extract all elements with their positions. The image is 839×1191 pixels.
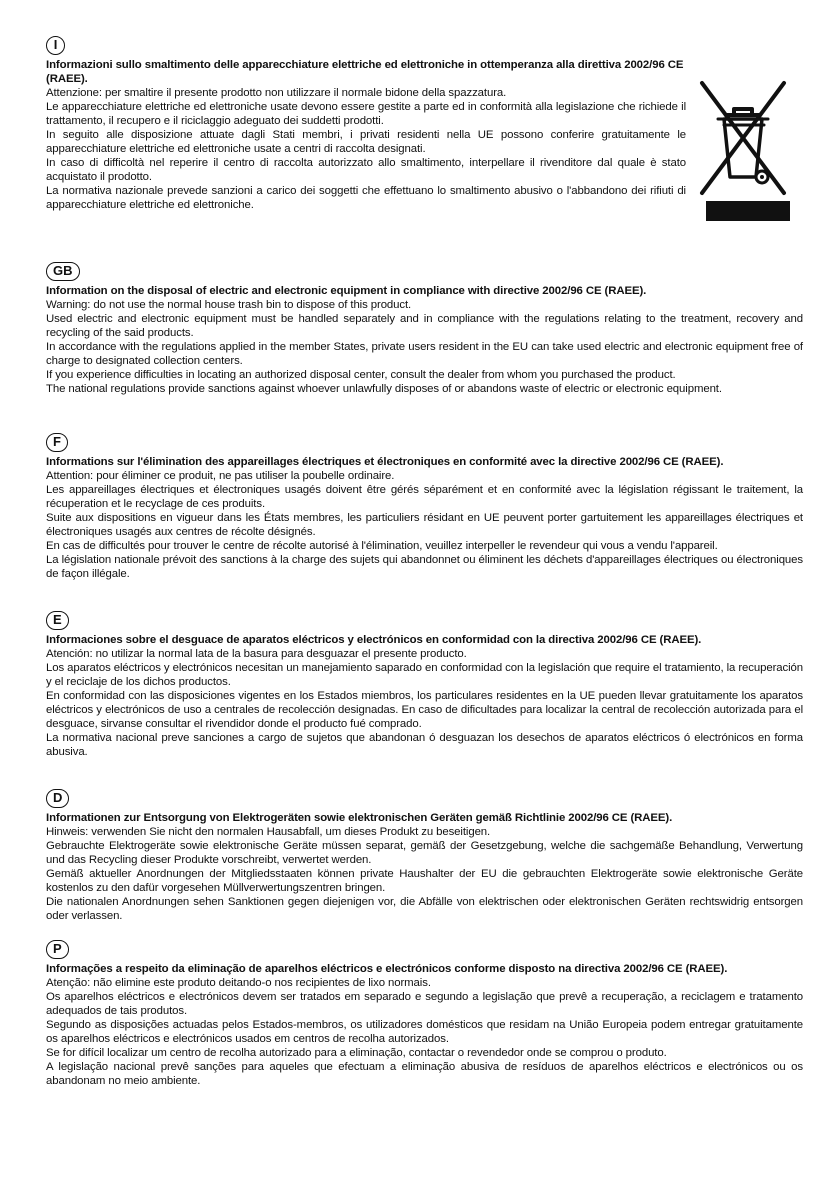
- paragraph: Segundo as disposições actuadas pelos Estados-membros, os utilizadores domésticos que residam na União Europeia podem entregar gratuitamente os aparelhos eléctricos e electrónicos usados em centros de recolha autorizados.: [46, 1019, 803, 1045]
- paragraph: Die nationalen Anordnungen sehen Sanktionen gegen diejenigen vor, die Abfälle von elektrischen oder elektronischen Geräten rechtswidrig entsorgen oder verlassen.: [46, 896, 803, 922]
- paragraph: If you experience difficulties in locating an authorized disposal center, consult the dealer from whom you purchased the product.: [46, 369, 676, 381]
- weee-crossed-bin-icon: [696, 79, 790, 224]
- weee-black-bar: [706, 201, 790, 221]
- section-title: Information on the disposal of electric and electronic equipment in compliance with directive 2002/96 CE (RAEE).: [46, 285, 647, 297]
- paragraph: La normativa nazionale prevede sanzioni a carico dei soggetti che effettuano lo smaltimento abusivo o l'abbandono dei rifiuti di apparecchiature elettriche ed elettroniche.: [46, 185, 686, 211]
- language-badge-p: P: [46, 940, 69, 959]
- section-title: Informationen zur Entsorgung von Elektrogeräten sowie elektronischen Geräten gemäß Richtlinie 2002/96 CE (RAEE).: [46, 812, 673, 824]
- section-italian: [46, 36, 803, 212]
- paragraph: Attention: pour éliminer ce produit, ne pas utiliser la poubelle ordinaire.: [46, 470, 395, 482]
- language-badge-d: D: [46, 789, 69, 808]
- section-title: Informations sur l'élimination des appareillages électriques et électroniques en conformité avec la directive 2002/96 CE (RAEE).: [46, 456, 724, 468]
- paragraph: Hinweis: verwenden Sie nicht den normalen Hausabfall, um dieses Produkt zu beseitigen.: [46, 826, 491, 838]
- section-title: Informações a respeito da eliminação de aparelhos eléctricos e electrónicos conforme disposto na directiva 2002/96 CE (RAEE).: [46, 963, 728, 975]
- paragraph: Os aparelhos eléctricos e electrónicos devem ser tratados em separado e segundo a legislação que prevê a recuperação, a reciclagem e tratamento adequados de tais produtos.: [46, 991, 803, 1017]
- language-badge-f: F: [46, 433, 68, 452]
- paragraph: A legislação nacional prevê sanções para aqueles que efectuam a eliminação abusiva de resíduos de aparelhos eléctricos e electrónicos ou os abandonam no meio ambiente.: [46, 1061, 803, 1087]
- paragraph: Se for difícil localizar um centro de recolha autorizado para a eliminação, contactar o revendedor onde se comprou o produto.: [46, 1047, 667, 1059]
- paragraph: La normativa nacional preve sanciones a cargo de sujetos que abandonan ó desguazan los desechos de aparatos eléctricos ó electrónicos en forma abusiva.: [46, 732, 803, 758]
- paragraph: Gebrauchte Elektrogeräte sowie elektronische Geräte müssen separat, gemäß der Gesetzgebung, welche die sachgemäße Behandlung, Verwertung und das Recycling dieser Produkte vorschreibt, verwertet werden.: [46, 840, 803, 866]
- paragraph: Le apparecchiature elettriche ed elettroniche usate devono essere gestite a parte ed in conformità alla legislazione che richiede il trattamento, il recupero e il riciclaggio adeguato dei suddetti prodotti.: [46, 101, 686, 127]
- paragraph: Les appareillages électriques et électroniques usagés doivent être gérés séparément et en conformité avec la législation régissant le traitement, la récuperation et le recyclage de ces produits.: [46, 484, 803, 510]
- language-badge-gb: GB: [46, 262, 80, 281]
- paragraph: En cas de difficultés pour trouver le centre de récolte autorisé à l'élimination, veuillez interpeller le revendeur qui vous a vendu l'appareil.: [46, 540, 718, 552]
- paragraph: Warning: do not use the normal house trash bin to dispose of this product.: [46, 299, 412, 311]
- section-english: [46, 262, 803, 396]
- paragraph: En conformidad con las disposiciones vigentes en los Estados miembros, los particulares residentes en la UE pueden llevar gratuitamente los aparatos eléctricos y electrónicos de uso a centrales de recolección designadas. En caso de dificultades para localizar la central de recolección autorizada para el desguace, sirvanse consultar el rivendidor donde el producto fué comprado.: [46, 690, 803, 730]
- paragraph: Gemäß aktueller Anordnungen der Mitgliedsstaaten können private Haushalter der EU die gebrauchten Elektrogeräte sowie elektronische Geräte kostenlos zu den dafür vorgesehen Müllverwertungszentren bringen.: [46, 868, 803, 894]
- section-title: Informaciones sobre el desguace de aparatos eléctricos y electrónicos en conformidad con la directiva 2002/96 CE (RAEE).: [46, 634, 702, 646]
- section-portuguese: [46, 940, 803, 1088]
- paragraph: Atención: no utilizar la normal lata de la basura para desguazar el presente producto.: [46, 648, 467, 660]
- section-spanish: [46, 611, 803, 759]
- language-badge-it: I: [46, 36, 65, 55]
- section-german: [46, 789, 803, 923]
- paragraph: Used electric and electronic equipment must be handled separately and in compliance with the regulations relating to the treatment, recovery and recycling of the said products.: [46, 313, 803, 339]
- paragraph: In caso di difficoltà nel reperire il centro di raccolta autorizzato allo smaltimento, interpellare il rivenditore dal quale è stato acquistato il prodotto.: [46, 157, 686, 183]
- paragraph: La législation nationale prévoit des sanctions à la charge des sujets qui abandonnet ou éliminent les déchets d'appareillages électriques ou électroniques de façon illégale.: [46, 554, 803, 580]
- paragraph: Suite aux dispositions en vigueur dans les États membres, les particuliers résidant en UE peuvent porter gartuitement les appareillages électriques et électroniques usagés aux centres de récolte désignés.: [46, 512, 803, 538]
- section-title: Informazioni sullo smaltimento delle apparecchiature elettriche ed elettroniche in ottemperanza alla direttiva 2002/96 CE (RAEE).: [46, 59, 684, 85]
- paragraph: Los aparatos eléctricos y electrónicos necesitan un manejamiento saparado en conformidad con la legislación que require el tratamiento, la recuperación y el reciclaje de los dichos productos.: [46, 662, 803, 688]
- paragraph: In seguito alle disposizione attuate dagli Stati membri, i privati residenti nella UE possono conferire gratuitamente le apparecchiature elettriche ed elettroniche usate a centri di raccolta designati.: [46, 129, 686, 155]
- paragraph: Atenção: não elimine este produto deitando-o nos recipientes de lixo normais.: [46, 977, 431, 989]
- language-badge-e: E: [46, 611, 69, 630]
- section-french: [46, 433, 803, 581]
- paragraph: In accordance with the regulations applied in the member States, private users resident in the EU can take used electric and electronic equipment free of charge to designated collection centers.: [46, 341, 803, 367]
- paragraph: The national regulations provide sanctions against whoever unlawfully disposes of or abandons waste of electric or electronic equipment.: [46, 383, 722, 395]
- paragraph: Attenzione: per smaltire il presente prodotto non utilizzare il normale bidone della spazzatura.: [46, 87, 507, 99]
